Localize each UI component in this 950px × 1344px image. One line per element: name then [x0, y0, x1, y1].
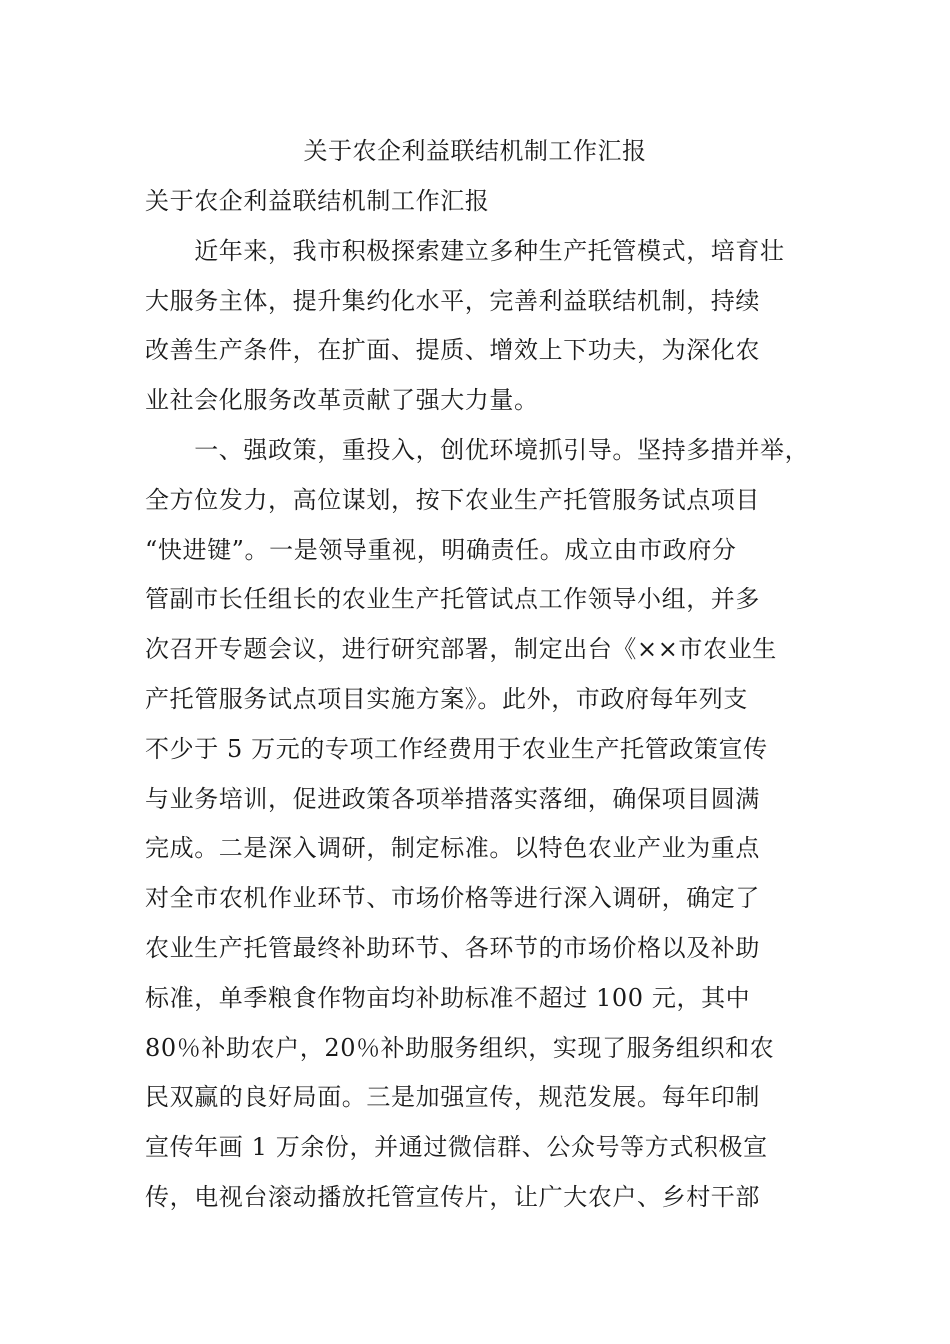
body-line-18: 80％补助农户，20％补助服务组织，实现了服务组织和农 — [145, 1033, 775, 1062]
body-line-5: 业社会化服务改革贡献了强大力量。 — [145, 386, 539, 415]
body-line-4: 改善生产条件，在扩面、提质、增效上下功夫，为深化农 — [145, 336, 760, 365]
body-line-21: 传，电视台滚动播放托管宣传片，让广大农户、乡村干部 — [145, 1182, 760, 1211]
document-body — [145, 183, 845, 1229]
body-line-6: 一、强政策，重投入，创优环境抓引导。坚持多措并举， — [145, 435, 810, 464]
body-line-20: 宣传年画 1 万余份，并通过微信群、公众号等方式积极宣 — [145, 1133, 768, 1162]
body-line-14: 完成。二是深入调研，制定标准。以特色农业产业为重点 — [145, 834, 760, 863]
body-line-10: 次召开专题会议，进行研究部署，制定出台《××市农业生 — [145, 635, 777, 664]
document-title: 关于农企利益联结机制工作汇报 — [303, 137, 647, 165]
body-line-7: 全方位发力，高位谋划，按下农业生产托管服务试点项目 — [145, 485, 760, 514]
body-line-9: 管副市长任组长的农业生产托管试点工作领导小组，并多 — [145, 585, 760, 614]
body-line-11: 产托管服务试点项目实施方案》。此外，市政府每年列支 — [145, 684, 748, 713]
body-line-2: 近年来，我市积极探索建立多种生产托管模式，培育壮 — [145, 236, 785, 265]
body-line-16: 农业生产托管最终补助环节、各环节的市场价格以及补助 — [145, 933, 760, 962]
body-line-8: “快进键”。一是领导重视，明确责任。成立由市政府分 — [145, 535, 737, 564]
body-line-19: 民双赢的良好局面。三是加强宣传，规范发展。每年印制 — [145, 1083, 760, 1112]
body-line-3: 大服务主体，提升集约化水平，完善利益联结机制，持续 — [145, 286, 760, 315]
body-line-15: 对全市农机作业环节、市场价格等进行深入调研，确定了 — [145, 884, 760, 913]
body-line-17: 标准，单季粮食作物亩均补助标准不超过 100 元，其中 — [145, 983, 751, 1012]
body-line-13: 与业务培训，促进政策各项举措落实落细，确保项目圆满 — [145, 784, 760, 813]
body-line-12: 不少于 5 万元的专项工作经费用于农业生产托管政策宣传 — [145, 734, 768, 763]
body-line-1: 关于农企利益联结机制工作汇报 — [145, 187, 490, 215]
